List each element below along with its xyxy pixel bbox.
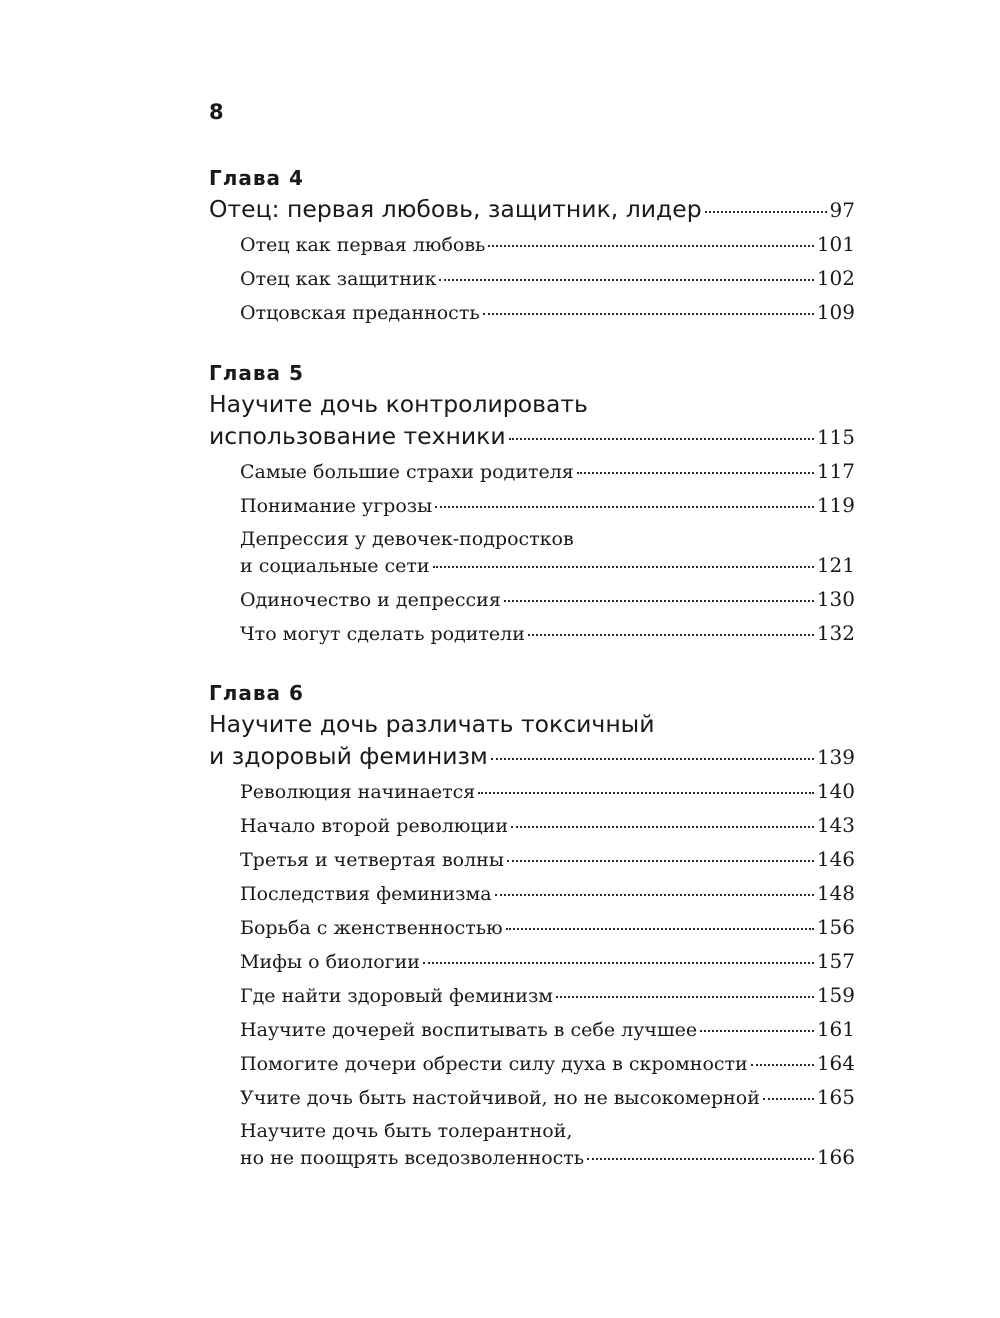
entry-page-number: 143	[816, 813, 855, 837]
dot-leader	[705, 211, 827, 213]
chapter-page-number: 97	[829, 198, 855, 222]
entry-title: Самые большие страхи родителя	[240, 461, 574, 483]
entry-title-line: Депрессия у девочек-подростков	[240, 528, 574, 550]
section-list	[240, 458, 855, 647]
chapter-label: Глава 5	[209, 361, 304, 385]
dot-leader	[700, 1030, 814, 1032]
entry-page-number: 166	[816, 1145, 855, 1169]
toc-entry[interactable]	[240, 1016, 855, 1043]
toc-entry[interactable]	[240, 526, 855, 579]
entry-title: Революция начинается	[240, 781, 476, 803]
entry-title: Борьба с женственностью	[240, 917, 503, 939]
dot-leader	[491, 758, 814, 760]
entry-page-number: 156	[816, 915, 855, 939]
chapter-title-line: Научите дочь различать токсичный	[209, 710, 655, 738]
toc-entry[interactable]	[240, 846, 855, 873]
dot-leader	[435, 506, 814, 508]
chapter-label: Глава 4	[209, 166, 304, 190]
section-list	[240, 231, 855, 326]
chapter-title[interactable]	[209, 193, 855, 226]
entry-title: Что могут сделать родители	[240, 623, 525, 645]
page-number: 8	[209, 100, 224, 124]
entry-title: Третья и четвертая волны	[240, 849, 504, 871]
entry-title: и социальные сети	[240, 555, 430, 577]
dot-leader	[495, 894, 814, 896]
toc-entry[interactable]	[240, 1084, 855, 1111]
dot-leader	[577, 472, 814, 474]
entry-title: Одиночество и депрессия	[240, 589, 501, 611]
toc-entry[interactable]	[240, 948, 855, 975]
dot-leader	[433, 566, 814, 568]
chapter-title-text: Отец: первая любовь, защитник, лидер	[209, 195, 702, 223]
entry-title: Помогите дочери обрести силу духа в скромности	[240, 1053, 748, 1075]
chapter-title-line: Научите дочь контролировать	[209, 390, 588, 418]
entry-page-number: 161	[816, 1017, 855, 1041]
entry-page-number: 146	[816, 847, 855, 871]
entry-page-number: 102	[816, 266, 855, 290]
dot-leader	[423, 962, 814, 964]
entry-page-number: 159	[816, 983, 855, 1007]
chapter-label: Глава 6	[209, 681, 304, 705]
toc-entry[interactable]	[240, 982, 855, 1009]
toc-entry[interactable]	[240, 1118, 855, 1171]
dot-leader	[751, 1064, 814, 1066]
dot-leader	[587, 1158, 814, 1160]
toc-entry[interactable]	[240, 1050, 855, 1077]
chapter-title-text: и здоровый феминизм	[209, 742, 488, 770]
entry-page-number: 117	[816, 459, 855, 483]
entry-title: Отцовская преданность	[240, 302, 480, 324]
toc-entry[interactable]	[240, 778, 855, 805]
section-list	[240, 778, 855, 1171]
dot-leader	[511, 826, 814, 828]
entry-title: Где найти здоровый феминизм	[240, 985, 554, 1007]
chapter-title[interactable]	[209, 708, 855, 773]
entry-page-number: 165	[816, 1085, 855, 1109]
dot-leader	[509, 438, 814, 440]
entry-page-number: 140	[816, 779, 855, 803]
entry-title: Начало второй революции	[240, 815, 508, 837]
toc-entry[interactable]	[240, 880, 855, 907]
entry-page-number: 157	[816, 949, 855, 973]
chapter-page-number: 115	[816, 425, 855, 449]
dot-leader	[556, 996, 814, 998]
entry-title: Отец как первая любовь	[240, 234, 486, 256]
dot-leader	[504, 600, 814, 602]
entry-title: Мифы о биологии	[240, 951, 420, 973]
dot-leader	[483, 313, 814, 315]
chapter-6	[209, 678, 855, 1178]
dot-leader	[507, 860, 814, 862]
entry-page-number: 164	[816, 1051, 855, 1075]
chapter-title-text: использование техники	[209, 422, 506, 450]
entry-title: Понимание угрозы	[240, 495, 433, 517]
entry-title: Последствия феминизма	[240, 883, 492, 905]
entry-page-number: 109	[816, 300, 855, 324]
entry-page-number: 101	[816, 232, 855, 256]
entry-title: Отец как защитник	[240, 268, 437, 290]
chapter-5	[209, 358, 855, 654]
toc-entry[interactable]	[240, 265, 855, 292]
entry-title: Научите дочерей воспитывать в себе лучшее	[240, 1019, 698, 1041]
entry-page-number: 119	[816, 493, 855, 517]
chapter-page-number: 139	[816, 745, 855, 769]
dot-leader	[506, 928, 814, 930]
dot-leader	[439, 279, 813, 281]
dot-leader	[528, 634, 814, 636]
toc-entry[interactable]	[240, 458, 855, 485]
toc-entry[interactable]	[240, 492, 855, 519]
dot-leader	[763, 1098, 814, 1100]
entry-title-line: Научите дочь быть толерантной,	[240, 1120, 573, 1142]
dot-leader	[488, 245, 813, 247]
entry-page-number: 130	[816, 587, 855, 611]
chapter-4	[209, 163, 855, 333]
entry-page-number: 148	[816, 881, 855, 905]
entry-page-number: 132	[816, 621, 855, 645]
entry-title: но не поощрять вседозволенность	[240, 1147, 585, 1169]
toc-entry[interactable]	[240, 812, 855, 839]
entry-title: Учите дочь быть настойчивой, но не высокомерной	[240, 1087, 760, 1109]
toc-entry[interactable]	[240, 914, 855, 941]
toc-entry[interactable]	[240, 586, 855, 613]
toc-entry[interactable]	[240, 299, 855, 326]
dot-leader	[478, 792, 814, 794]
chapter-title[interactable]	[209, 388, 855, 453]
toc-entry[interactable]	[240, 620, 855, 647]
toc-entry[interactable]	[240, 231, 855, 258]
entry-page-number: 121	[816, 553, 855, 577]
